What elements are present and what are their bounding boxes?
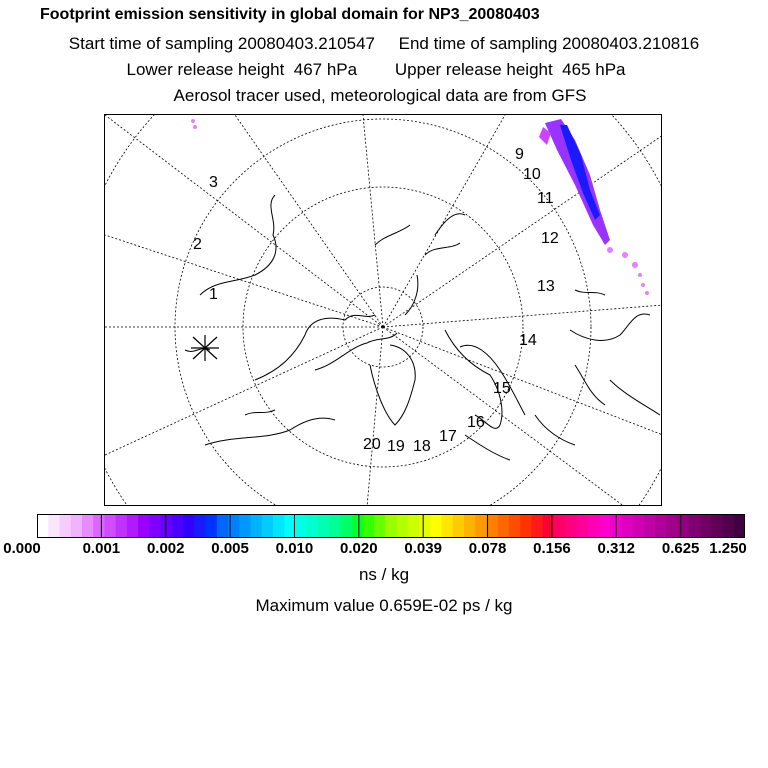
colorbar-cell (520, 514, 532, 538)
colorbar-tick-label: 0.078 (468, 540, 507, 557)
maximum-value: Maximum value 0.659E-02 ps / kg (255, 596, 513, 615)
colorbar-cell (374, 514, 386, 538)
colorbar-cell (217, 514, 229, 538)
colorbar-cell (149, 514, 161, 538)
colorbar-cell (295, 514, 307, 538)
map-canvas (105, 115, 662, 506)
colorbar-cell (464, 514, 476, 538)
colorbar-cell (194, 514, 206, 538)
day-label-2: 2 (193, 236, 202, 253)
colorbar-cell (127, 514, 139, 538)
colorbar-cell (588, 514, 600, 538)
colorbar-cell (71, 514, 83, 538)
colorbar-tick-label: 1.250 (709, 540, 747, 557)
colorbar-cell (262, 514, 274, 538)
colorbar-cell (633, 514, 645, 538)
colorbar-tick-label: 0.039 (404, 540, 442, 557)
colorbar-cell (397, 514, 409, 538)
day-label-20: 20 (363, 436, 381, 453)
colorbar-cell (700, 514, 712, 538)
day-label-16: 16 (467, 414, 485, 431)
colorbar-cell (419, 514, 431, 538)
colorbar-cell (430, 514, 442, 538)
day-label-18: 18 (413, 438, 431, 455)
colorbar-tick-label: 0.000 (3, 540, 41, 557)
colorbar-cell (621, 514, 633, 538)
colorbar-cell (408, 514, 420, 538)
colorbar-cell (82, 514, 94, 538)
release-heights: Lower release height 467 hPa Upper release height 465 hPa (126, 60, 626, 79)
day-label-14: 14 (519, 332, 537, 349)
day-label-10: 10 (523, 166, 541, 183)
colorbar-cell (509, 514, 521, 538)
colorbar-cell (655, 514, 667, 538)
day-label-17: 17 (439, 428, 457, 445)
colorbar-cell (138, 514, 150, 538)
colorbar-cell (475, 514, 487, 538)
colorbar-cell (531, 514, 543, 538)
colorbar-cell (183, 514, 195, 538)
colorbar-tick-label: 0.156 (533, 540, 571, 557)
colorbar-cells (37, 514, 745, 538)
day-label-15: 15 (493, 380, 511, 397)
colorbar-units: ns / kg (358, 565, 410, 584)
colorbar-cell (93, 514, 105, 538)
day-label-11: 11 (537, 190, 554, 207)
colorbar-cell (689, 514, 701, 538)
colorbar-cell (543, 514, 555, 538)
day-label-3: 3 (209, 174, 218, 191)
colorbar-cell (442, 514, 454, 538)
colorbar-cell (711, 514, 723, 538)
plot-title: Footprint emission sensitivity in global domain for NP3_20080403 (40, 6, 540, 23)
colorbar-cell (352, 514, 364, 538)
colorbar-tick-label: 0.020 (340, 540, 378, 557)
sampling-times: Start time of sampling 20080403.210547 End time of sampling 20080403.210816 (68, 34, 700, 53)
release-marker (191, 335, 219, 361)
colorbar-cell (116, 514, 128, 538)
colorbar-tick-label: 0.002 (146, 540, 185, 557)
colorbar-cell (251, 514, 263, 538)
day-label-1: 1 (209, 286, 218, 303)
tracer-info: Aerosol tracer used, meteorological data are from GFS (173, 86, 587, 105)
plume-strong (539, 119, 610, 245)
colorbar-cell (723, 514, 735, 538)
day-label-12: 12 (541, 230, 559, 247)
colorbar-tick-label: 0.625 (661, 540, 700, 557)
colorbar-cell (678, 514, 690, 538)
colorbar (37, 514, 745, 538)
polar-map (104, 114, 662, 506)
colorbar-cell (48, 514, 60, 538)
colorbar-cell (599, 514, 611, 538)
colorbar-cell (385, 514, 397, 538)
colorbar-cell (565, 514, 577, 538)
colorbar-cell (104, 514, 116, 538)
colorbar-cell (161, 514, 173, 538)
colorbar-tick-label: 0.001 (82, 540, 121, 557)
plume-weak (191, 119, 649, 295)
colorbar-cell (273, 514, 285, 538)
colorbar-tick-label: 0.005 (211, 540, 249, 557)
colorbar-cell (487, 514, 499, 538)
colorbar-cell (37, 514, 49, 538)
colorbar-cell (576, 514, 588, 538)
colorbar-cell (239, 514, 251, 538)
colorbar-cell (340, 514, 352, 538)
colorbar-tick-label: 0.010 (275, 540, 314, 557)
colorbar-tick-label: 0.312 (597, 540, 636, 557)
colorbar-cell (734, 514, 745, 538)
colorbar-cell (172, 514, 184, 538)
colorbar-cell (307, 514, 319, 538)
day-label-19: 19 (387, 438, 405, 455)
day-label-9: 9 (515, 146, 524, 163)
colorbar-cell (318, 514, 330, 538)
coastlines (185, 195, 660, 460)
colorbar-cell (363, 514, 375, 538)
colorbar-cell (666, 514, 678, 538)
day-label-13: 13 (537, 278, 555, 295)
colorbar-cell (644, 514, 656, 538)
colorbar-cell (498, 514, 510, 538)
colorbar-cell (329, 514, 341, 538)
colorbar-cell (206, 514, 218, 538)
colorbar-cell (453, 514, 465, 538)
colorbar-cell (59, 514, 71, 538)
colorbar-cell (554, 514, 566, 538)
